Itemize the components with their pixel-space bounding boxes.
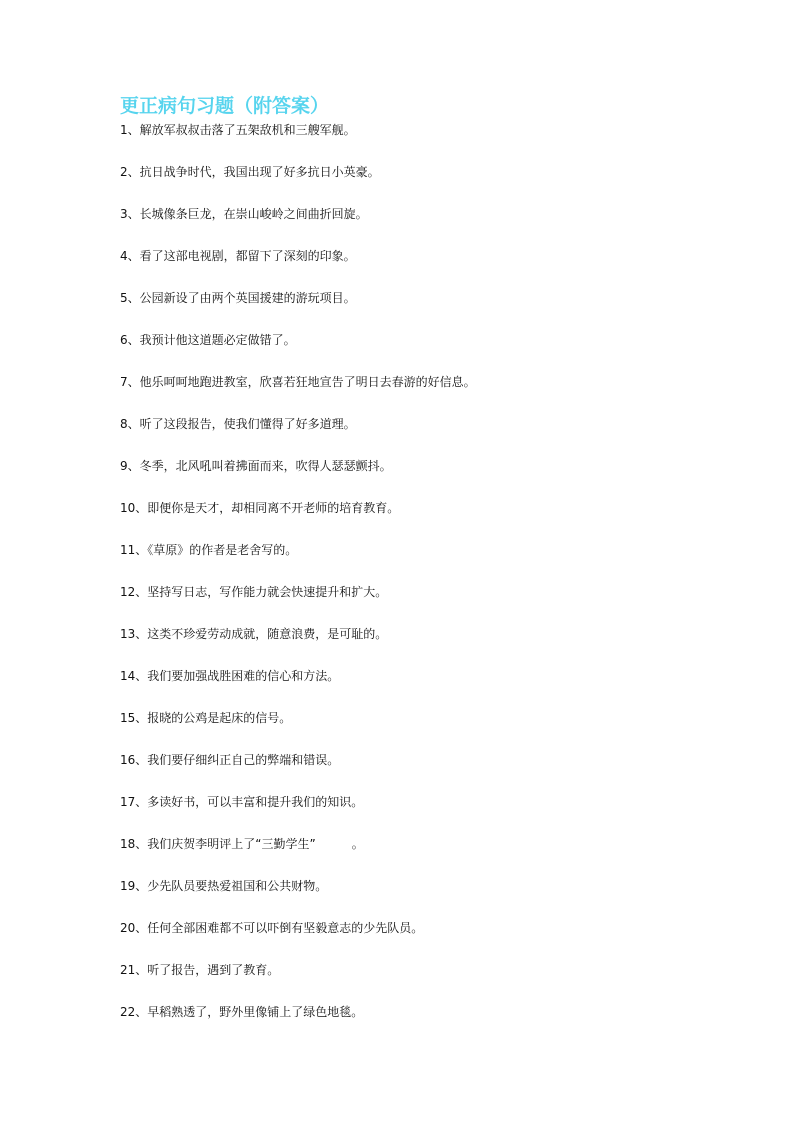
question-number: 3 <box>120 207 128 221</box>
question-item <box>120 752 476 794</box>
question-text: 任何全部困难都不可以吓倒有坚毅意志的少先队员。 <box>147 921 424 935</box>
question-item <box>120 164 476 206</box>
question-item <box>120 878 476 920</box>
question-text: 冬季，北风吼叫着拂面而来，吹得人瑟瑟颤抖。 <box>139 459 392 473</box>
question-item <box>120 542 476 584</box>
question-text: 看了这部电视剧，都留下了深刻的印象。 <box>139 249 356 263</box>
question-text: 长城像条巨龙，在崇山峻岭之间曲折回旋。 <box>139 207 368 221</box>
question-number: 4 <box>120 249 128 263</box>
question-number: 12 <box>120 585 136 599</box>
question-separator: 、 <box>135 963 148 977</box>
question-item <box>120 290 476 332</box>
question-number: 18 <box>120 837 136 851</box>
question-text: 这类不珍爱劳动成就，随意浪费，是可耻的。 <box>147 627 388 641</box>
question-item <box>120 668 476 710</box>
question-text: 我预计他这道题必定做错了。 <box>139 333 296 347</box>
question-item <box>120 416 476 458</box>
question-number: 11 <box>120 543 136 557</box>
question-separator: 、 <box>135 543 148 557</box>
question-number: 20 <box>120 921 136 935</box>
question-number: 8 <box>120 417 128 431</box>
question-number: 22 <box>120 1005 136 1019</box>
question-number: 21 <box>120 963 136 977</box>
question-text: 听了这段报告，使我们懂得了好多道理。 <box>139 417 356 431</box>
question-item <box>120 206 476 248</box>
question-separator: 、 <box>127 291 140 305</box>
question-text: 多读好书，可以丰富和提升我们的知识。 <box>147 795 364 809</box>
question-separator: 、 <box>135 501 148 515</box>
question-number: 17 <box>120 795 136 809</box>
question-separator: 、 <box>127 249 140 263</box>
question-item <box>120 332 476 374</box>
question-text: 《草原》的作者是老舍写的。 <box>147 543 298 557</box>
question-separator: 、 <box>135 669 148 683</box>
question-item <box>120 710 476 752</box>
question-separator: 、 <box>127 459 140 473</box>
question-separator: 、 <box>135 921 148 935</box>
question-number: 16 <box>120 753 136 767</box>
question-text: 我们要仔细纠正自己的弊端和错误。 <box>147 753 340 767</box>
question-text: 我们庆贺李明评上了“三勤学生” <box>147 837 316 851</box>
question-separator: 、 <box>135 795 148 809</box>
question-text: 少先队员要热爱祖国和公共财物。 <box>147 879 328 893</box>
question-number: 14 <box>120 669 136 683</box>
question-item <box>120 1004 476 1046</box>
question-item <box>120 584 476 626</box>
question-separator: 、 <box>135 627 148 641</box>
question-number: 1 <box>120 123 128 137</box>
question-separator: 、 <box>135 585 148 599</box>
question-number: 5 <box>120 291 128 305</box>
question-item <box>120 836 476 878</box>
question-number: 19 <box>120 879 136 893</box>
question-separator: 、 <box>127 417 140 431</box>
question-item <box>120 794 476 836</box>
question-item <box>120 626 476 668</box>
question-number: 7 <box>120 375 128 389</box>
question-separator: 、 <box>135 753 148 767</box>
question-item <box>120 374 476 416</box>
question-separator: 、 <box>135 837 148 851</box>
question-item <box>120 458 476 500</box>
question-item <box>120 962 476 1004</box>
question-text: 他乐呵呵地跑进教室，欣喜若狂地宣告了明日去春游的好信息。 <box>139 375 476 389</box>
question-text: 解放军叔叔击落了五架敌机和三艘军舰。 <box>139 123 356 137</box>
question-separator: 、 <box>135 879 148 893</box>
question-separator: 、 <box>127 207 140 221</box>
question-text: 坚持写日志，写作能力就会快速提升和扩大。 <box>147 585 388 599</box>
question-text: 我们要加强战胜困难的信心和方法。 <box>147 669 340 683</box>
question-separator: 、 <box>135 1005 148 1019</box>
question-item <box>120 920 476 962</box>
question-separator: 、 <box>127 123 140 137</box>
question-number: 10 <box>120 501 136 515</box>
question-text: 早稻熟透了，野外里像铺上了绿色地毯。 <box>147 1005 364 1019</box>
question-number: 2 <box>120 165 128 179</box>
question-item <box>120 248 476 290</box>
question-number: 9 <box>120 459 128 473</box>
question-number: 15 <box>120 711 136 725</box>
question-item <box>120 122 476 164</box>
question-separator: 、 <box>127 165 140 179</box>
question-number: 6 <box>120 333 128 347</box>
question-text: 即便你是天才，却相同离不开老师的培育教育。 <box>147 501 400 515</box>
question-text: 报晓的公鸡是起床的信号。 <box>147 711 292 725</box>
page-title: 更正病句习题（附答案） <box>120 95 330 117</box>
question-number: 13 <box>120 627 136 641</box>
question-item <box>120 500 476 542</box>
question-list <box>120 122 476 1046</box>
question-separator: 、 <box>127 333 140 347</box>
question-text: 公园新设了由两个英国援建的游玩项目。 <box>139 291 356 305</box>
question-trailing-punctuation: 。 <box>351 837 364 851</box>
question-separator: 、 <box>127 375 140 389</box>
question-text: 听了报告，遇到了教育。 <box>147 963 280 977</box>
question-separator: 、 <box>135 711 148 725</box>
question-text: 抗日战争时代，我国出现了好多抗日小英豪。 <box>139 165 380 179</box>
